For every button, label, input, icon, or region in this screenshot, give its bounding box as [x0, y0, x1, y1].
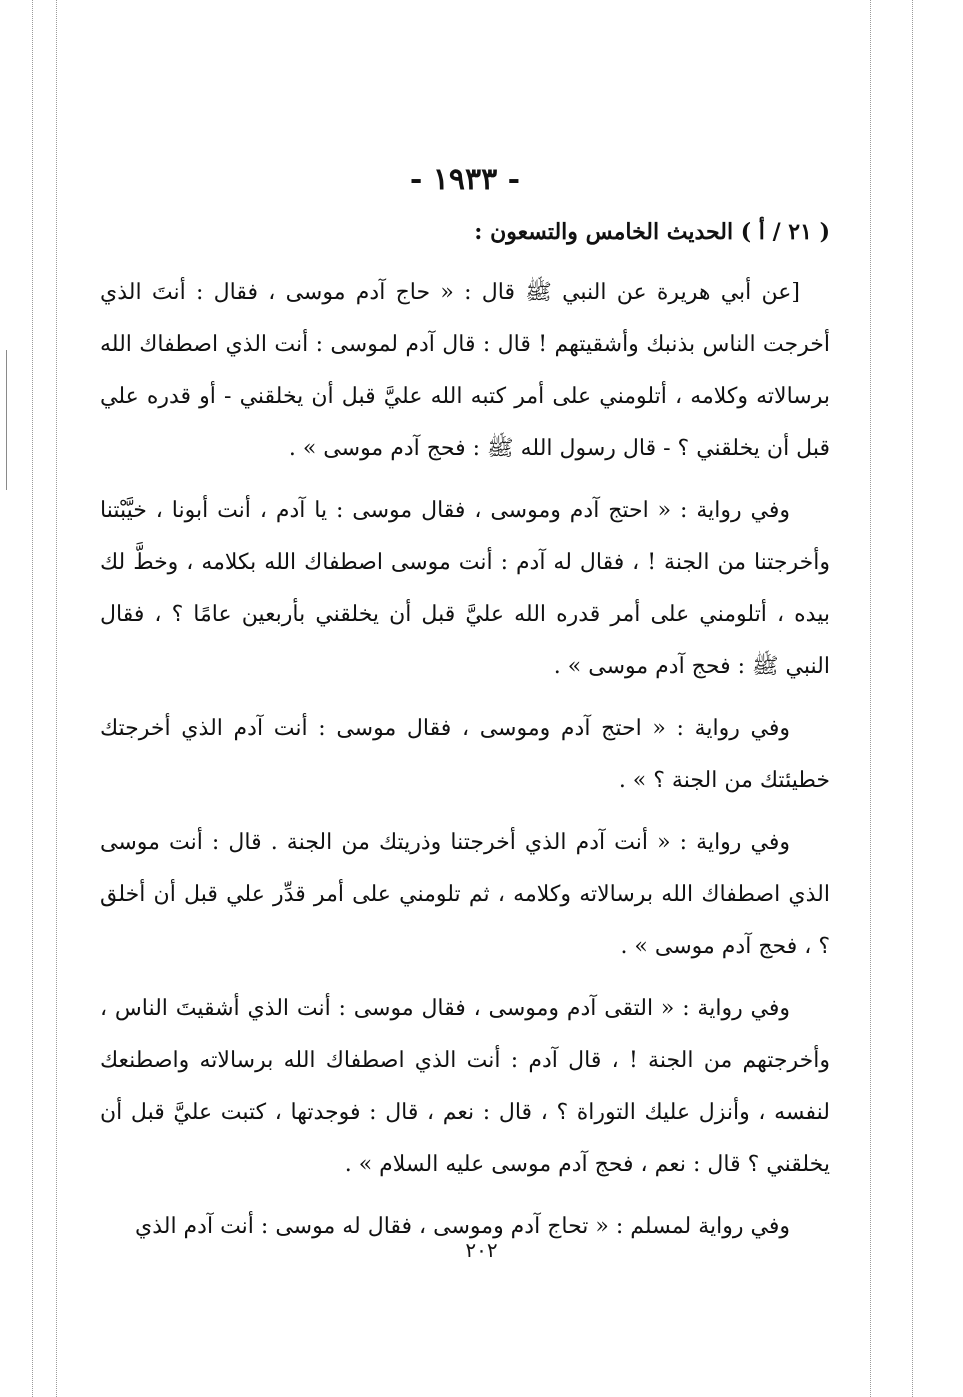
margin-dotted-line-right-2: [912, 0, 913, 1397]
margin-scan-line: [6, 350, 7, 490]
page-number: ٢٠٢: [465, 1238, 498, 1262]
paragraph-3: وفي رواية : « احتج آدم وموسى ، فقال موسى : أنت آدم الذي أخرجتك خطيئتك من الجنة ؟ » .: [100, 716, 830, 793]
margin-dotted-line-left-2: [56, 0, 57, 1397]
margin-dotted-line-right: [870, 0, 871, 1397]
paragraph-2: وفي رواية : « احتج آدم وموسى ، فقال موسى : يا آدم ، أنت أبونا ، خيَّبْتنا وأخرجتنا من الجنة ! ، فقال له آدم : أنت موسى اصطفاك الله بكلامه ، وخطَّ لك بيده ، أتلومني على أمر قدره الله عليَّ قبل أن يخلقني بأربعين عامًا ؟ ، فقال النبي ﷺ : فحج آدم موسى » .: [100, 498, 830, 679]
paragraph-6: وفي رواية لمسلم : « تحاج آدم وموسى ، فقال له موسى : أنت آدم الذي: [134, 1214, 790, 1239]
paragraph-1: [عن أبي هريرة عن النبي ﷺ قال : « حاج آدم موسى ، فقال : أنتَ الذي أخرجت الناس بذنبك وأشقيتهم ! قال : قال آدم لموسى : أنت الذي اصطفاك الله برسالاته وكلامه ، أتلومني على أمر كتبه الله عليَّ قبل أن يخلقني - أو قدره علي قبل أن يخلقني ؟ - قال رسول الله ﷺ : فحج آدم موسى » .: [100, 280, 830, 461]
paragraph-5: وفي رواية : « التقى آدم وموسى ، فقال موسى : أنت الذي أشقيتَ الناس ، وأخرجتهم من الجنة ! ، قال آدم : أنت الذي اصطفاك الله برسالاته واصطنعك لنفسه ، وأنزل عليك التوراة ؟ ، قال : نعم ، قال : فوجدتها ، كتبت عليَّ قبل أن يخلقني ؟ قال : نعم ، فحج آدم موسى عليه السلام » .: [100, 996, 830, 1177]
document-page: [100, 150, 830, 1263]
paragraph-4: وفي رواية : « أنت آدم الذي أخرجتنا وذريتك من الجنة . قال : أنت موسى الذي اصطفاك الله برسالاته وكلامه ، ثم تلومني على أمر قدِّر علي قبل أن أخلق ؟ ، فحج آدم موسى » .: [100, 830, 830, 959]
hadith-number: - ١٩٣٣ -: [409, 162, 521, 197]
margin-dotted-line-left: [32, 0, 33, 1397]
section-heading: ( ٢١ / أ ) الحديث الخامس والتسعون :: [474, 219, 830, 245]
